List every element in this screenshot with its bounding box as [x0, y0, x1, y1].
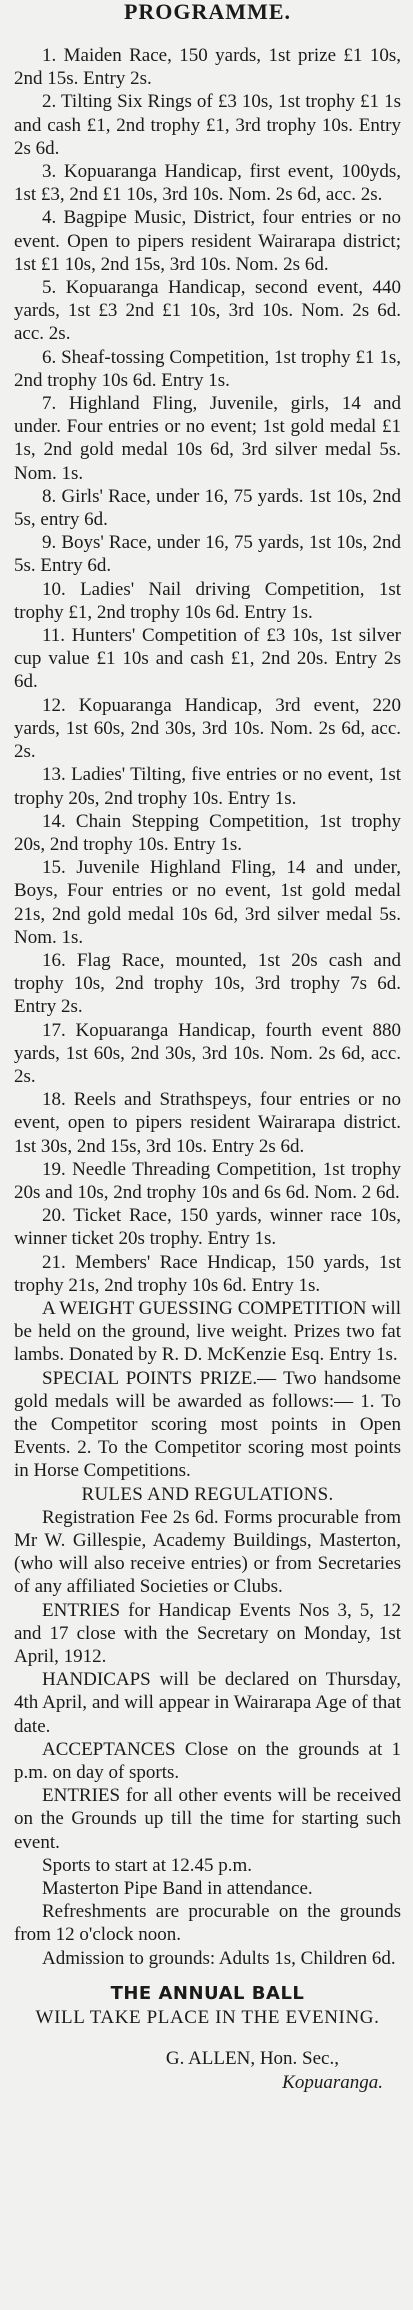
- event-item: 20. Ticket Race, 150 yards, winner race 10s, winner ticket 20s trophy. Entry 1s.: [14, 1205, 401, 1250]
- programme-title: PROGRAMME.: [123, 0, 292, 24]
- event-item: 6. Sheaf-tossing Competition, 1st trophy £1 1s, 2nd trophy 10s 6d. Entry 1s.: [14, 346, 401, 391]
- admission-notice: Admission to grounds: Adults 1s, Children 6d.: [42, 1947, 396, 1969]
- registration-notice: Registration Fee 2s 6d. Forms procurable from Mr W. Gillespie, Academy Buildings, Masterton, (who will also receive entries) or from Secretaries of any affiliated Societies or Clubs.: [14, 1506, 401, 1598]
- event-item: 5. Kopuaranga Handicap, second event, 440 yards, 1st £3 2nd £1 10s, 3rd 10s. Nom. 2s 6d. acc. 2s.: [14, 277, 401, 345]
- handicaps-notice: HANDICAPS will be declared on Thursday, 4th April, and will appear in Wairarapa Age of that date.: [14, 1669, 401, 1737]
- event-item: 11. Hunters' Competition of £3 10s, 1st silver cup value £1 10s and cash £1, 2nd 20s. Entry 2s 6d.: [14, 625, 401, 693]
- event-item: 14. Chain Stepping Competition, 1st trophy 20s, 2nd trophy 10s. Entry 1s.: [14, 810, 401, 855]
- rules-heading: RULES AND REGULATIONS.: [81, 1483, 334, 1505]
- event-item: 16. Flag Race, mounted, 1st 20s cash and trophy 10s, 2nd trophy 10s, 3rd trophy 7s 6d. Entry 2s.: [14, 949, 401, 1018]
- event-item: 2. Tilting Six Rings of £3 10s, 1st trophy £1 1s and cash £1, 2nd trophy £1, 3rd trophy 10s. Entry 2s 6d.: [14, 91, 401, 159]
- event-item: 18. Reels and Strathspeys, four entries or no event, open to pipers resident Wairarapa district. 1st 30s, 2nd 15s, 3rd 10s. Entry 2s 6d.: [14, 1089, 401, 1157]
- event-item: 7. Highland Fling, Juvenile, girls, 14 and under. Four entries or no event; 1st gold medal £1 1s, 2nd gold medal 10s 6d, 3rd silver medal 5s. Nom. 1s.: [14, 393, 401, 484]
- event-item: 3. Kopuaranga Handicap, first event, 100yds, 1st £3, 2nd £1 10s, 3rd 10s. Nom. 2s 6d, acc. 2s.: [14, 161, 401, 206]
- event-item: 15. Juvenile Highland Fling, 14 and under, Boys, Four entries or no event, 1st gold medal 21s, 2nd gold medal 10s 6d, 3rd silver medal 5s. Nom. 1s.: [14, 857, 401, 948]
- secretary-name: G. ALLEN, Hon. Sec.,: [165, 2047, 339, 2069]
- event-item: 9. Boys' Race, under 16, 75 yards, 1st 10s, 2nd 5s. Entry 6d.: [14, 532, 401, 577]
- entries-other-notice: ENTRIES for all other events will be received on the Grounds up till the time for starting such event.: [14, 1785, 401, 1853]
- event-item: 8. Girls' Race, under 16, 75 yards. 1st 10s, 2nd 5s, entry 6d.: [14, 485, 401, 531]
- entries-handicap-notice: ENTRIES for Handicap Events Nos 3, 5, 12 and 17 close with the Secretary on Monday, 1st April, 1912.: [14, 1599, 401, 1668]
- event-item: 19. Needle Threading Competition, 1st trophy 20s and 10s, 2nd trophy 10s and 6s 6d. Nom. 2 6d.: [14, 1158, 401, 1203]
- acceptances-notice: ACCEPTANCES Close on the grounds at 1 p.m. on day of sports.: [14, 1738, 401, 1784]
- event-item: 13. Ladies' Tilting, five entries or no event, 1st trophy 20s, 2nd trophy 10s. Entry 1s.: [14, 764, 401, 809]
- weight-guessing-notice: A WEIGHT GUESSING COMPETITION will be held on the ground, live weight. Prizes two fat lambs. Donated by R. D. McKenzie Esq. Entry 1s.: [14, 1297, 401, 1366]
- annual-ball-subheading: WILL TAKE PLACE IN THE EVENING.: [35, 2006, 380, 2028]
- event-item: 4. Bagpipe Music, District, four entries or no event. Open to pipers resident Wairarapa district; 1st £1 10s, 2nd 15s, 3rd 10s. Nom. 2s 6d.: [14, 207, 401, 275]
- sports-start-notice: Sports to start at 12.45 p.m.: [42, 1854, 253, 1876]
- event-item: 17. Kopuaranga Handicap, fourth event 880 yards, 1st 60s, 2nd 30s, 3rd 10s. Nom. 2s 6d, acc. 2s.: [14, 1019, 401, 1087]
- special-points-notice: SPECIAL POINTS PRIZE.— Two handsome gold medals will be awarded as follows:— 1. To the Competitor scoring most points in Open Events. 2. To the Competitor scoring most points in Horse Competitions.: [14, 1367, 401, 1482]
- annual-ball-heading: THE ANNUAL BALL: [110, 1982, 305, 2004]
- event-item: 1. Maiden Race, 150 yards, 1st prize £1 10s, 2nd 15s. Entry 2s.: [14, 45, 401, 90]
- event-item: 12. Kopuaranga Handicap, 3rd event, 220 yards, 1st 60s, 2nd 30s, 3rd 10s. Nom. 2s 6d, acc. 2s.: [14, 694, 401, 763]
- refreshments-notice: Refreshments are procurable on the grounds from 12 o'clock noon.: [14, 1901, 401, 1946]
- pipe-band-notice: Masterton Pipe Band in attendance.: [42, 1878, 313, 1900]
- event-list: [14, 44, 401, 1297]
- secretary-location: Kopuaranga.: [282, 2071, 383, 2093]
- secretary-signature: [14, 2047, 401, 2071]
- event-item: 21. Members' Race Hndicap, 150 yards, 1st trophy 21s, 2nd trophy 10s 6d. Entry 1s.: [14, 1251, 401, 1296]
- event-item: 10. Ladies' Nail driving Competition, 1st trophy £1, 2nd trophy 10s 6d. Entry 1s.: [14, 578, 401, 623]
